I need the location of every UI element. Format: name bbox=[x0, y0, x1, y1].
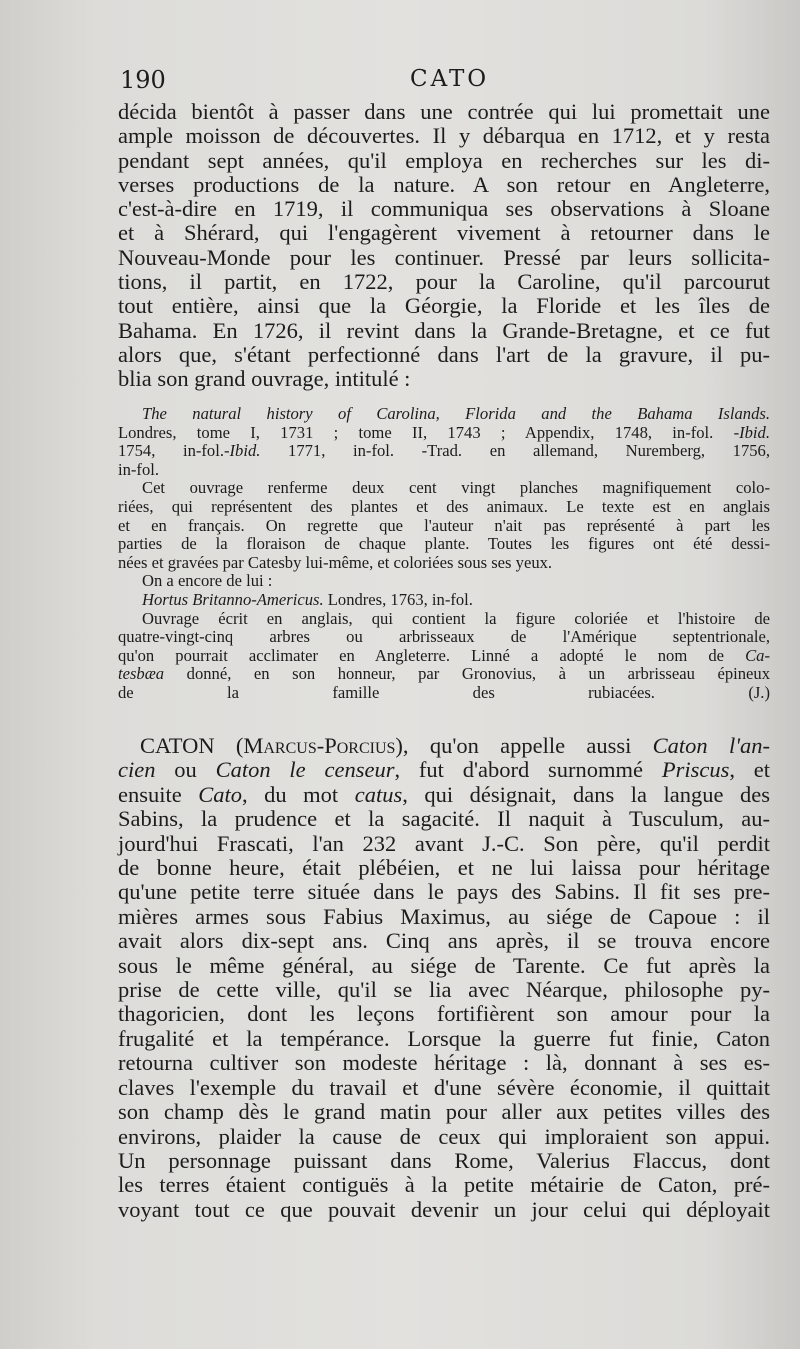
entry-word: Cato bbox=[198, 781, 243, 807]
note-text: donné, en son honneur, par Gronovius, à un arbrisseau épineux bbox=[164, 664, 770, 684]
text-line: environs, plaider la cause de ceux qui imploraient son appui. bbox=[118, 1123, 770, 1149]
text-line: frugalité et la tempérance. Lorsque la guerre fut finie, Caton bbox=[118, 1025, 770, 1051]
bib-line bbox=[118, 442, 770, 461]
text-line: pendant sept années, qu'il employa en recherches sur les di- bbox=[118, 147, 770, 173]
book-title: The natural history of Carolina, Florida and the Bahama Islands. bbox=[142, 404, 770, 423]
entry-text: ensuite bbox=[118, 781, 199, 807]
text-line bbox=[118, 783, 770, 807]
text-line: qu'une petite terre située dans le pays des Sabins. Il fit ses pre- bbox=[118, 879, 770, 905]
page-header bbox=[120, 66, 770, 100]
bib-line bbox=[118, 424, 770, 443]
text-line: Sabins, la prudence et la sagacité. Il naquit à Tusculum, au- bbox=[118, 806, 770, 832]
note-line bbox=[118, 684, 770, 703]
entry-word: catus bbox=[354, 781, 403, 807]
bib-line: in-fol. bbox=[118, 459, 160, 479]
text-line: avait alors dix-sept ans. Cinq ans après, il se trouva encore bbox=[118, 928, 770, 954]
entry-text: ), qu'on appelle aussi bbox=[395, 733, 653, 758]
text-line: les terres étaient contiguës à la petite métairie de Caton, pré- bbox=[118, 1172, 770, 1198]
note-line: riées, qui représentent des plantes et des animaux. Le texte est en anglais bbox=[118, 496, 770, 516]
entry-epithet: Caton l'an- bbox=[652, 733, 770, 758]
text-line: et à Shérard, qui l'engagèrent vivement à retourner dans le bbox=[118, 220, 770, 246]
note-line: nées et gravées par Catesby lui-même, et coloriées sous ses yeux. bbox=[118, 552, 553, 572]
note-line: Ouvrage écrit en anglais, qui contient la figure coloriée et l'histoire de bbox=[142, 608, 770, 628]
body-text-catesby bbox=[118, 100, 770, 392]
author-signature: (J.) bbox=[748, 682, 770, 702]
bib-text: Londres, tome I, 1731 ; tome II, 1743 ; Appendix, 1748, in-fol. - bbox=[118, 422, 740, 442]
text-line: mières armes sous Fabius Maximus, au siége de Capoue : il bbox=[118, 903, 770, 929]
bib-ibid: Ibid. bbox=[739, 422, 770, 442]
text-line: ample moisson de découvertes. Il y débarqua en 1712, et y resta bbox=[118, 123, 770, 149]
genus-name: Ca- bbox=[745, 645, 770, 665]
text-line: blia son grand ouvrage, intitulé : bbox=[118, 366, 411, 392]
text-line: sous le même général, au siége de Tarente. Ce fut après la bbox=[118, 952, 770, 978]
note-line bbox=[118, 665, 770, 684]
text-line: prise de cette ville, qu'il se lia avec Néarque, philosophe py- bbox=[118, 977, 770, 1003]
bib-text: Londres, 1763, in-fol. bbox=[323, 589, 473, 609]
text-line: Bahama. En 1726, il revint dans la Grande-Bretagne, et ce fut bbox=[118, 317, 770, 343]
text-line: son champ dès le grand matin pour aller aux petites villes des bbox=[118, 1099, 770, 1125]
entry-name: CATON ( bbox=[140, 733, 244, 758]
text-line: thagoricien, dont les leçons fortifièrent son amour pour la bbox=[118, 1001, 770, 1027]
text-line: c'est-à-dire en 1719, il communiqua ses observations à Sloane bbox=[118, 196, 770, 222]
text-line: tout entière, ainsi que la Géorgie, la Floride et les îles de bbox=[118, 293, 770, 319]
text-line: décida bientôt à passer dans une contrée qui lui promettait une bbox=[118, 99, 770, 124]
entry-text: , qui désignait, dans la langue des bbox=[402, 781, 770, 807]
text-line: Un personnage puissant dans Rome, Valerius Flaccus, dont bbox=[118, 1147, 770, 1173]
running-head: CATO bbox=[410, 66, 490, 92]
note-text: qu'on pourrait acclimater en Angleterre. Linné a adopté le nom de bbox=[118, 645, 725, 665]
text-line: retourna cultiver son modeste héritage : là, donnant à ses es- bbox=[118, 1050, 770, 1076]
text-line: tions, il partit, en 1722, pour la Caroline, qu'il parcourut bbox=[118, 269, 770, 295]
text-line: alors que, s'étant perfectionné dans l'art de la gravure, il pu- bbox=[118, 341, 770, 367]
bib-text: 1754, in-fol.- bbox=[118, 441, 230, 461]
text-line bbox=[118, 758, 770, 782]
note-line: quatre-vingt-cinq arbres ou arbrisseaux de l'Amérique septentrionale, bbox=[118, 627, 770, 647]
text-line: verses productions de la nature. A son retour en Angleterre, bbox=[118, 171, 770, 197]
text-line: claves l'exemple du travail et d'une sévère économie, il quittait bbox=[118, 1074, 770, 1100]
text-line: voyant tout ce que pouvait devenir un jour celui qui déployait bbox=[118, 1196, 770, 1222]
entry-text: ou bbox=[155, 757, 216, 783]
note-text: de la famille des rubiacées. bbox=[118, 682, 655, 702]
entry-text: , et bbox=[729, 757, 771, 783]
note-line: On a encore de lui : bbox=[142, 571, 273, 591]
note-line: parties de la floraison de chaque plante. Toutes les figures ont été dessi- bbox=[118, 534, 770, 554]
note-line: et en français. On regrette que l'auteur n'ait pas représenté à part les bbox=[118, 515, 770, 535]
page-number: 190 bbox=[120, 66, 166, 94]
entry-heading-line bbox=[118, 734, 770, 758]
book-title: Hortus Britanno-Americus. bbox=[142, 589, 324, 609]
text-line: Nouveau-Monde pour les continuer. Pressé par leurs sollicita- bbox=[118, 244, 770, 270]
note-line bbox=[118, 647, 770, 666]
bib-text: 1771, in-fol. -Trad. en allemand, Nuremberg, 1756, bbox=[260, 441, 770, 461]
text-line: de bonne heure, était plébéien, et ne lui laissa pour héritage bbox=[118, 855, 770, 881]
text-line: jourd'hui Frascati, l'an 232 avant J.-C. Son père, qu'il perdit bbox=[118, 830, 770, 856]
entry-epithet: Priscus bbox=[661, 757, 730, 783]
bib-ibid: Ibid. bbox=[229, 441, 261, 461]
book-line bbox=[118, 591, 770, 610]
note-line: Cet ouvrage renferme deux cent vingt planches magnifiquement colo- bbox=[142, 478, 770, 498]
entry-epithet: cien bbox=[118, 757, 156, 783]
entry-text: , du mot bbox=[242, 781, 355, 807]
bibliography-notes bbox=[118, 405, 770, 703]
body-text-caton bbox=[118, 734, 770, 1222]
entry-epithet: Caton le censeur bbox=[215, 757, 395, 783]
entry-text: , fut d'abord surnommé bbox=[394, 757, 662, 783]
entry-name-smallcaps: Marcus-Porcius bbox=[243, 733, 396, 758]
genus-name: tesbæa bbox=[118, 664, 165, 684]
